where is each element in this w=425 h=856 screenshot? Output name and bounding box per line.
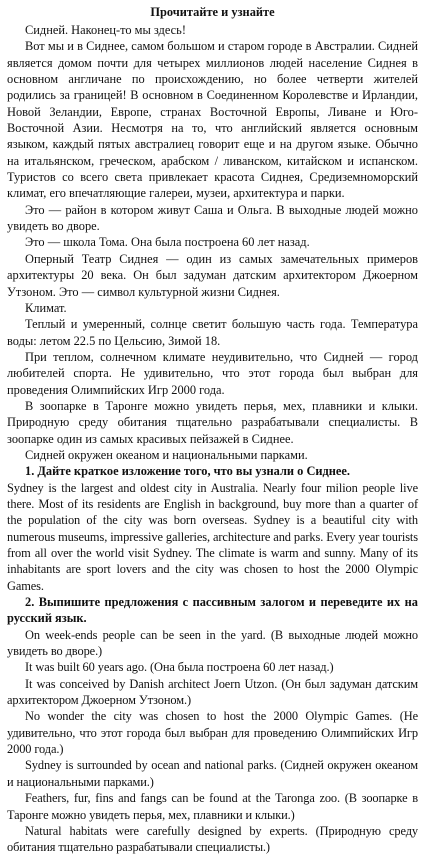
- paragraph-ru: Оперный Театр Сиднея — один из самых замечательных примеров архитектуры 20 века. Он был задуман датским архитектором Джоерном Утзоном. Это — символ культурной жизни Сиднея.: [7, 251, 418, 299]
- paragraph-ru: Это — район в котором живут Саша и Ольга. В выходные людей можно увидеть во дворе.: [7, 202, 418, 234]
- paragraph-ru: При теплом, солнечном климате неудивительно, что Сидней — город любителей спорта. Не удивительно, что этот города был выбран для проведения Олимпийских Игр 2000 года.: [7, 349, 418, 397]
- task2-item: Sydney is surrounded by ocean and national parks. (Сидней окружен океаном и национальными парками.): [7, 758, 418, 789]
- task2-item: It was built 60 years ago. (Она была построена 60 лет назад.): [25, 660, 334, 675]
- paragraph-ru: Климат.: [25, 300, 67, 315]
- page-title: Прочитайте и узнайте: [150, 5, 275, 19]
- task2-item: No wonder the city was chosen to host the 2000 Olympic Games. (Не удивительно, что этот города был выбран для проведению Олимпийских Игр 2000 года.): [7, 709, 418, 757]
- paragraph-ru: Это — школа Тома. Она была построена 60 лет назад.: [25, 235, 310, 250]
- task2-heading: 2. Выпишите предложения с пассивным залогом и переведите их на русский язык.: [7, 595, 418, 626]
- paragraph-ru: Теплый и умеренный, солнце светит большую часть года. Температура воды: летом 22.5 по Цельсию, Зимой 18.: [7, 317, 418, 348]
- task2-item: Feathers, fur, fins and fangs can be found at the Taronga zoo. (В зоопарке в Таронге можно увидеть перья, мех, плавники и клыки.): [7, 791, 418, 822]
- task1-text: Sydney is the largest and oldest city in Australia. Nearly four milion people live there. Most of its residents are English in background, buy more than a quarter of the population of the city was born overseas. Sydney is a beautiful city with numerous museums, impressive galleries, architecture and parks. Every year tourists from all over the world visit Sydney. The climate is warm and sunny. Many of its inhabitants are sport lovers and the city was chosen to host the 2000 Olympic Games.: [7, 480, 418, 593]
- task2-item: On week-ends people can be seen in the yard. (В выходные людей можно увидеть во дворе.): [7, 627, 418, 659]
- task2-item: It was conceived by Danish architect Joern Utzon. (Он был задуман датским архитектором Джоерном Утзоном.): [7, 676, 418, 708]
- paragraph-ru: Вот мы и в Сиднее, самом большом и старом городе в Австралии. Сидней является домом почти для четырех миллионов людей население Сиднея в основном англичане по происхождению, но более четверти жителей родились за границей! В основном в Соединенном Королевстве и Ирландии, Новой Зеландии, Европе, странах Восточной Европы, Ливане и Юго-Восточной Азии. Несмотря на то, что английский является основным языком, каждый пятых австралиец говорит еще и на другом языке. Обычно на итальянском, греческом, арабском / ливанском, китайском и испанском. Туристов со всего света привлекает красота Сиднея, Средиземноморский климат, его впечатляющие галереи, музеи, архитектура и парки.: [7, 39, 418, 201]
- task1-heading: 1. Дайте краткое изложение того, что вы узнали о Сиднее.: [25, 464, 351, 479]
- paragraph-ru: В зоопарке в Таронге можно увидеть перья, мех, плавники и клыки. Природную среду обитания тщательно разрабатывали специалисты. В зоопарке один из самых красивых пейзажей в Сиднее.: [7, 398, 418, 446]
- task2-item: Natural habitats were carefully designed by experts. (Природную среду обитания тщательно разрабатывали специалисты.): [7, 823, 418, 855]
- paragraph-ru: Сидней. Наконец-то мы здесь!: [25, 23, 186, 37]
- paragraph-ru: Сидней окружен океаном и национальными парками.: [25, 447, 308, 462]
